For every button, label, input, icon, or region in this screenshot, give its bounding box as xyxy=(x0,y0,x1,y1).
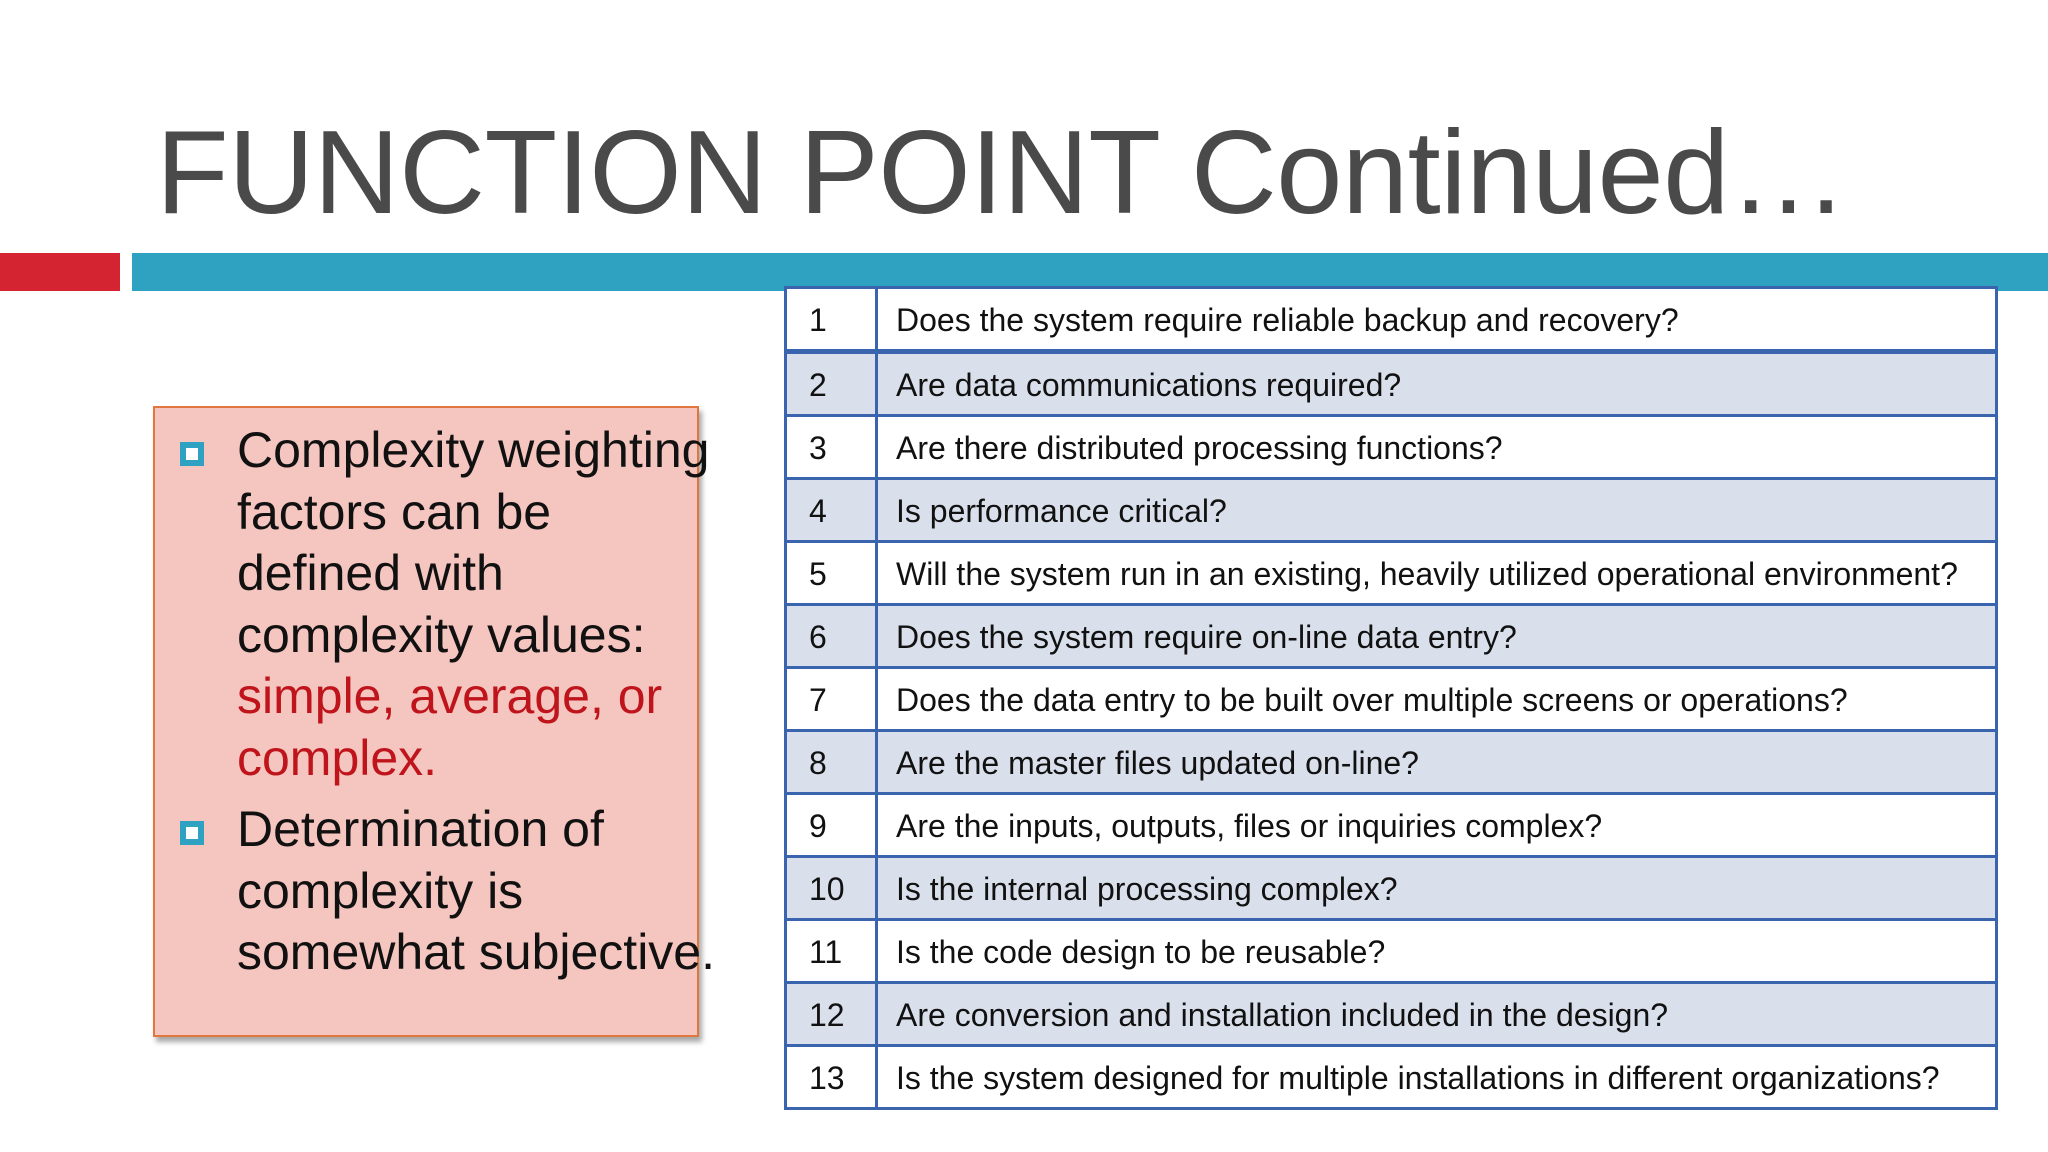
bullet-text: Determination of complexity is somewhat subjective. xyxy=(237,801,716,980)
row-question: Is the system designed for multiple installations in different organizations? xyxy=(877,1046,1997,1109)
bullet-text: Complexity weighting factors can be defined with complexity values: xyxy=(237,422,710,663)
bullet-highlight-text: simple, average, or complex. xyxy=(237,668,663,786)
table-row xyxy=(786,983,1997,1046)
table-row xyxy=(786,416,1997,479)
table-row xyxy=(786,352,1997,416)
table-row xyxy=(786,479,1997,542)
table-row xyxy=(786,605,1997,668)
square-bullet-icon xyxy=(180,442,204,466)
table-row xyxy=(786,920,1997,983)
row-question: Are the master files updated on-line? xyxy=(877,731,1997,794)
questions-table-container xyxy=(784,286,1998,1152)
slide-title: FUNCTION POINT Continued… xyxy=(156,106,1848,239)
row-number: 8 xyxy=(786,731,877,794)
row-number: 10 xyxy=(786,857,877,920)
row-question: Does the data entry to be built over multiple screens or operations? xyxy=(877,668,1997,731)
table-row xyxy=(786,1046,1997,1109)
table-row xyxy=(786,288,1997,352)
table-row xyxy=(786,857,1997,920)
row-number: 4 xyxy=(786,479,877,542)
row-number: 12 xyxy=(786,983,877,1046)
bullet-determination xyxy=(155,799,715,984)
row-question: Does the system require on-line data entry? xyxy=(877,605,1997,668)
row-number: 1 xyxy=(786,288,877,352)
title-accent-bar-red xyxy=(0,253,120,291)
row-number: 11 xyxy=(786,920,877,983)
row-number: 9 xyxy=(786,794,877,857)
row-number: 5 xyxy=(786,542,877,605)
row-number: 13 xyxy=(786,1046,877,1109)
row-question: Are data communications required? xyxy=(877,352,1997,416)
row-number: 2 xyxy=(786,352,877,416)
row-question: Does the system require reliable backup and recovery? xyxy=(877,288,1997,352)
square-bullet-icon xyxy=(180,821,204,845)
row-question: Are conversion and installation included in the design? xyxy=(877,983,1997,1046)
table-row xyxy=(786,542,1997,605)
row-question: Are the inputs, outputs, files or inquiries complex? xyxy=(877,794,1997,857)
table-row xyxy=(786,731,1997,794)
row-question: Will the system run in an existing, heavily utilized operational environment? xyxy=(877,542,1997,605)
row-question: Are there distributed processing functions? xyxy=(877,416,1997,479)
callout-bullet-list xyxy=(155,420,715,994)
questions-table xyxy=(784,286,1998,1110)
table-row xyxy=(786,668,1997,731)
row-number: 3 xyxy=(786,416,877,479)
row-question: Is performance critical? xyxy=(877,479,1997,542)
row-number: 7 xyxy=(786,668,877,731)
row-question: Is the internal processing complex? xyxy=(877,857,1997,920)
table-row xyxy=(786,794,1997,857)
row-number: 6 xyxy=(786,605,877,668)
bullet-complexity-weighting xyxy=(155,420,715,789)
complexity-callout-box xyxy=(153,406,716,1037)
row-question: Is the code design to be reusable? xyxy=(877,920,1997,983)
